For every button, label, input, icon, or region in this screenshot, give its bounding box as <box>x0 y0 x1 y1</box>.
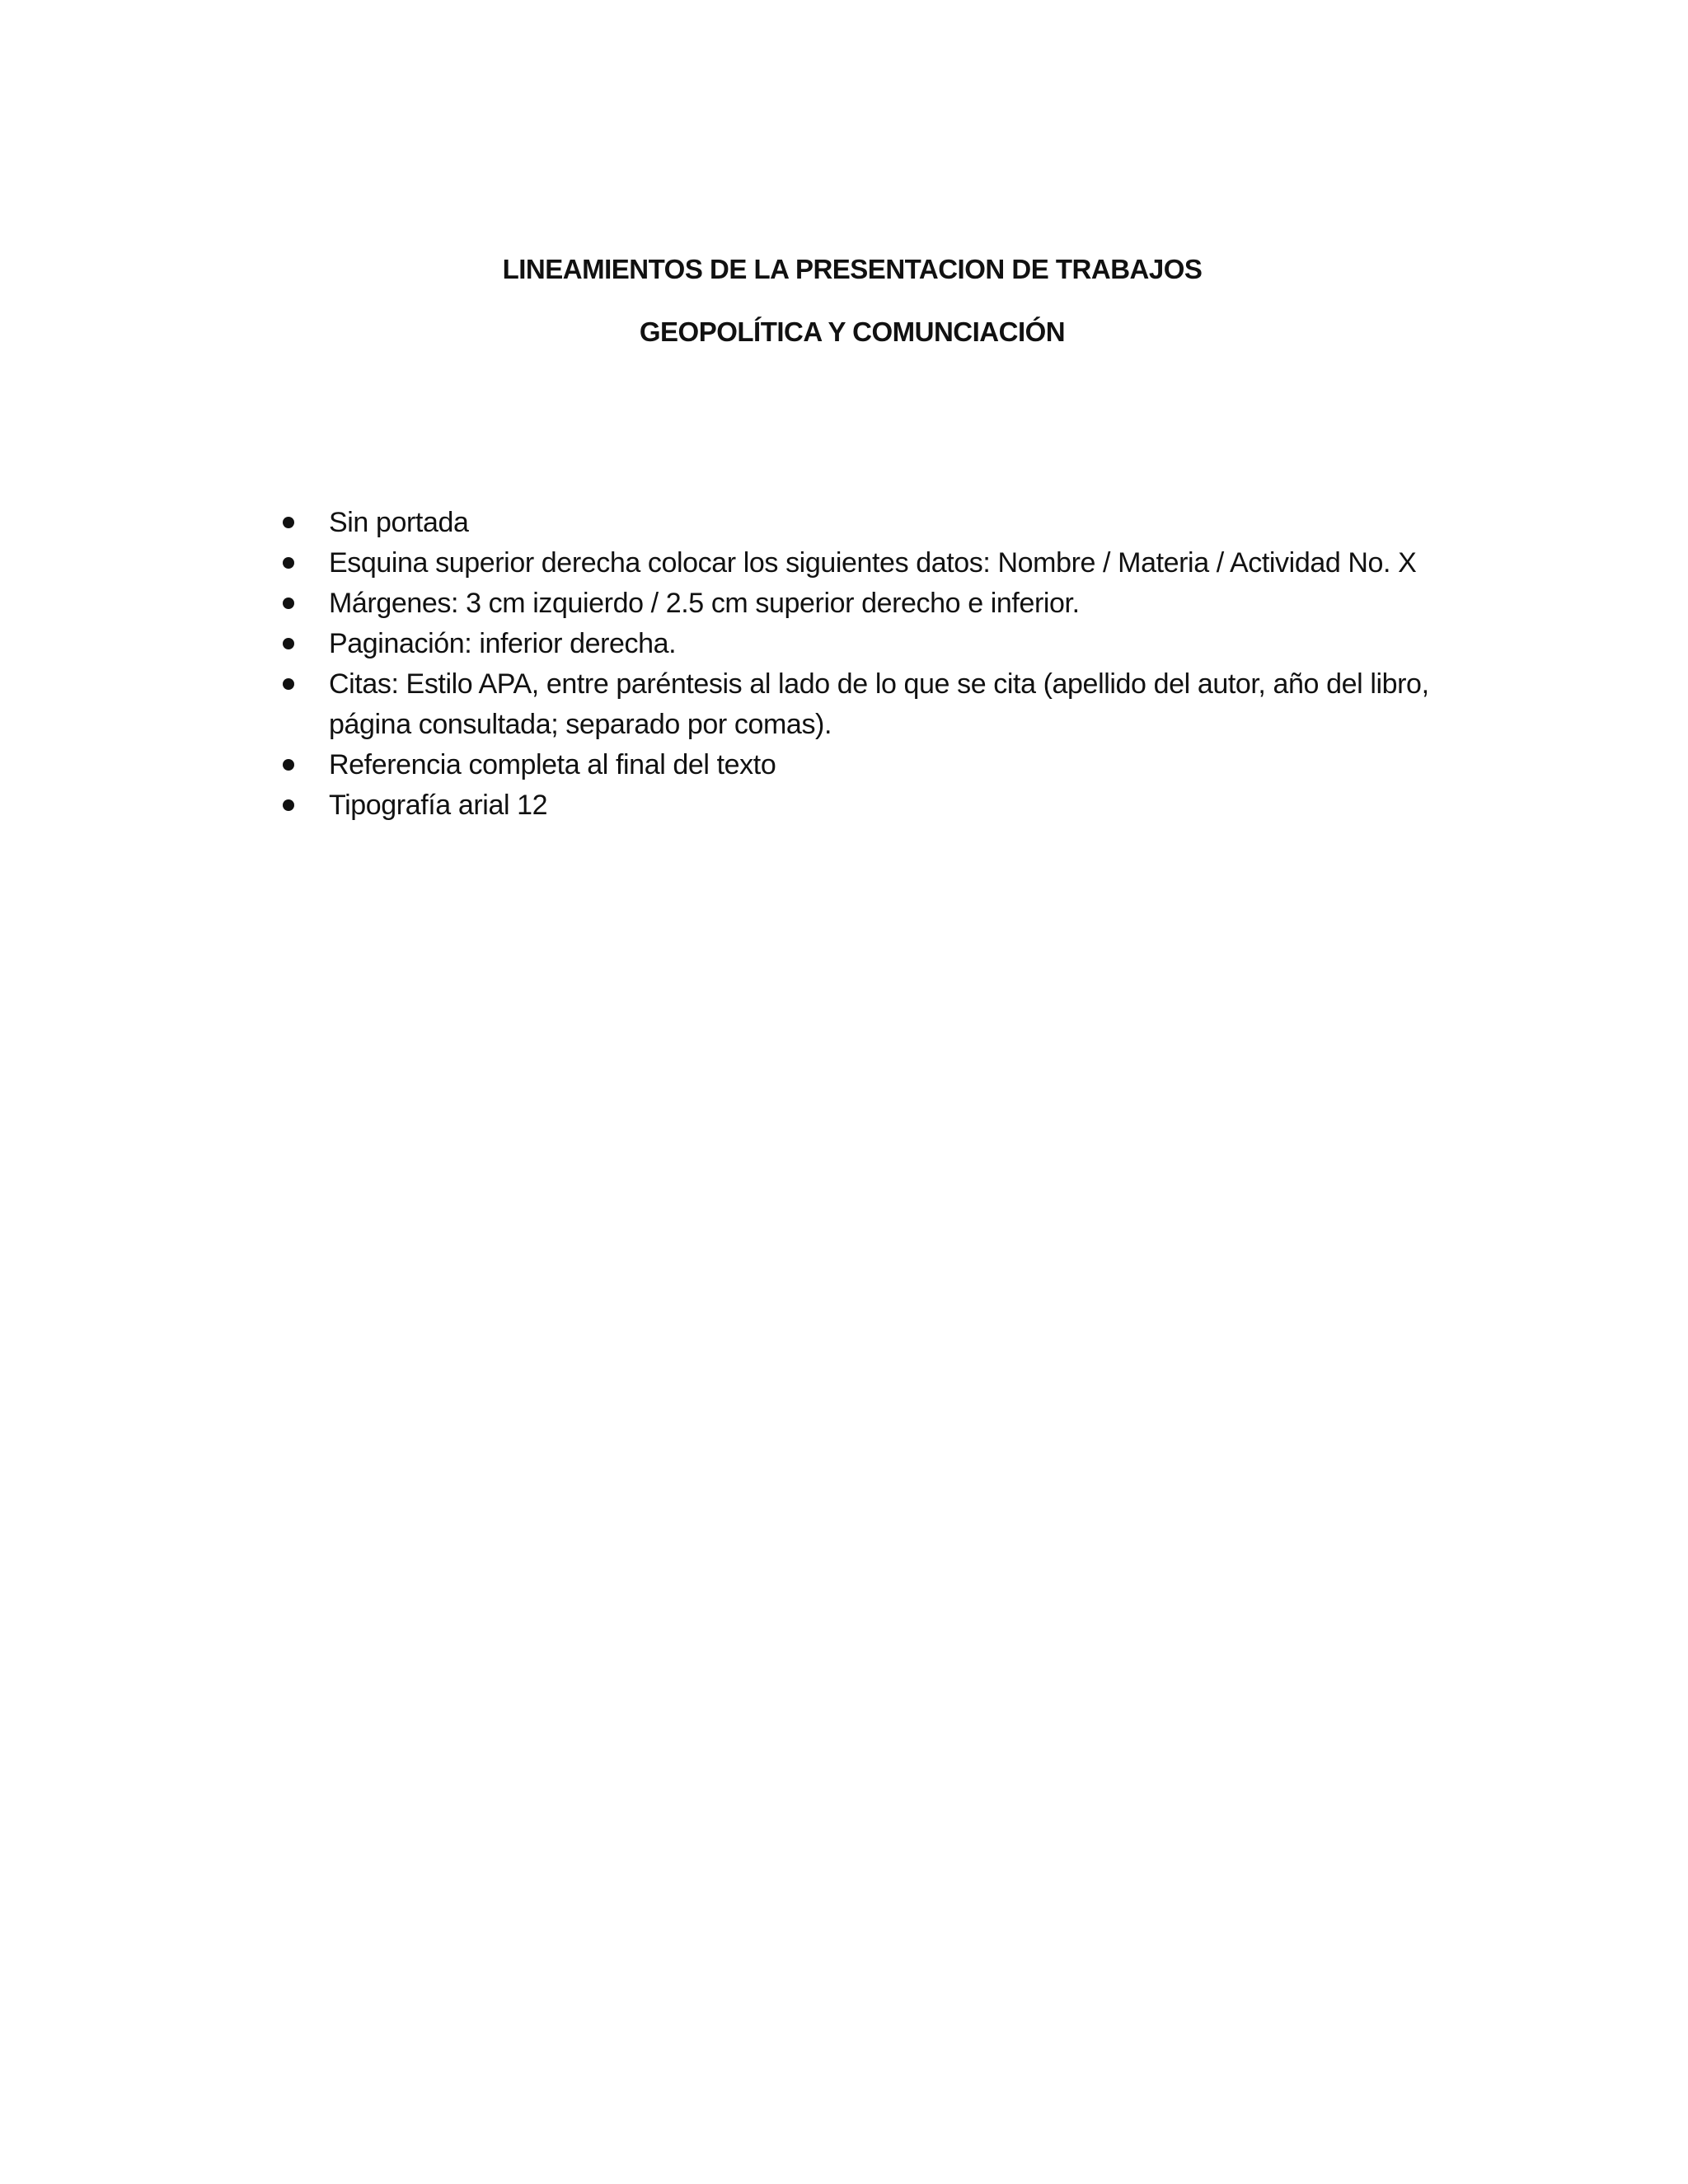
list-item <box>274 543 1445 583</box>
list-item-text: Referencia completa al final del texto <box>329 749 776 780</box>
bullet-icon <box>283 759 294 771</box>
list-item <box>274 785 1445 826</box>
bullet-icon <box>283 638 294 649</box>
list-item-text: Sin portada <box>329 507 469 538</box>
bullet-icon <box>283 678 294 690</box>
bullet-icon <box>283 517 294 528</box>
list-item <box>274 583 1445 624</box>
list-item <box>274 503 1445 543</box>
document-subtitle: GEOPOLÍTICA Y COMUNCIACIÓN <box>639 316 1066 347</box>
list-item <box>274 624 1445 664</box>
list-item-text: Márgenes: 3 cm izquierdo / 2.5 cm superior derecho e inferior. <box>329 588 1080 619</box>
list-item <box>274 745 1445 785</box>
list-item-text: Esquina superior derecha colocar los siguientes datos: Nombre / Materia / Actividad No. X <box>329 547 1417 579</box>
list-item <box>274 664 1445 745</box>
list-item-text: Tipografía arial 12 <box>329 790 548 821</box>
list-item-text: Citas: Estilo APA, entre paréntesis al lado de lo que se cita (apellido del autor, año del libro, página consultada; separado por comas). <box>329 668 1429 740</box>
list-item-text: Paginación: inferior derecha. <box>329 628 677 659</box>
guidelines-list <box>274 503 1445 826</box>
document-title: LINEAMIENTOS DE LA PRESENTACION DE TRABAJOS <box>502 254 1203 284</box>
bullet-icon <box>283 557 294 569</box>
bullet-icon <box>283 799 294 811</box>
bullet-icon <box>283 598 294 609</box>
